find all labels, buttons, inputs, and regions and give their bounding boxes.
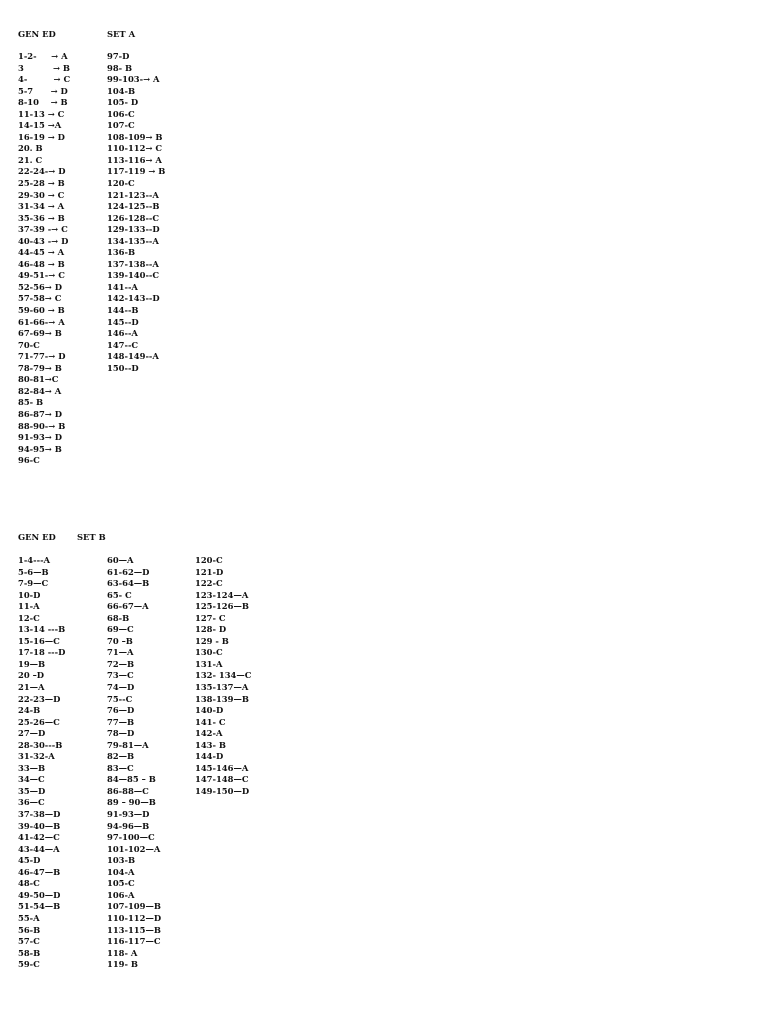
answer-entry: 46-47—B [18, 866, 61, 877]
answer-entry: 46-48 → B [18, 258, 65, 269]
answer-entry: 126-128--C [107, 212, 160, 223]
answer-entry: 113-116→ A [107, 154, 162, 165]
answer-entry: 70-C [18, 339, 40, 350]
answer-entry: 97-D [107, 51, 130, 61]
answer-entry: 66-67—A [107, 601, 149, 612]
answer-entry: 105-C [107, 878, 135, 889]
answer-entry: 129 - B [195, 635, 229, 646]
answer-entry: 98- B [107, 62, 133, 73]
answer-entry: 122-C [195, 578, 223, 589]
answer-entry: 21. C [18, 154, 43, 165]
answer-entry: 105- D [107, 97, 139, 108]
answer-entry: 37-39 -→ C [18, 224, 68, 235]
answer-entry: 35-36 → B [18, 212, 65, 223]
answer-entry: 43-44—A [18, 843, 60, 854]
answer-entry: 11-13 → C [18, 108, 65, 119]
answer-entry: 4- → C [18, 74, 71, 85]
answer-entry: 20. B [18, 143, 43, 154]
answer-entry: 59-C [18, 959, 40, 970]
answer-entry: 56-B [18, 924, 41, 935]
answer-entry: 7-9—C [18, 578, 49, 589]
answer-entry: 99-103-→ A [107, 74, 160, 85]
answer-entry: 121-D [195, 566, 224, 577]
gen-ed-header-set-a: GEN ED [18, 29, 56, 39]
answer-entry: 61-62—D [107, 566, 150, 577]
answer-entry: 143- B [195, 739, 226, 750]
answer-entry: 1-4---A [18, 555, 51, 565]
answer-entry: 124-125--B [107, 201, 160, 212]
answer-entry: 108-109→ B [107, 131, 163, 142]
answer-entry: 49-51-→ C [18, 270, 65, 281]
answer-entry: 125-126—B [195, 601, 249, 612]
answer-entry: 65- C [107, 589, 132, 600]
answer-entry: 10-D [18, 589, 41, 600]
answer-entry: 78—D [107, 728, 135, 739]
answer-entry: 19—B [18, 658, 46, 669]
answer-entry: 76—D [107, 705, 135, 716]
answer-entry: 131-A [195, 658, 223, 669]
answer-entry: 116-117—C [107, 936, 161, 947]
set-a-answer-list [107, 51, 165, 374]
answer-entry: 141--A [107, 281, 138, 292]
answer-entry: 120-C [195, 555, 223, 565]
answer-entry: 149-150—D [195, 785, 250, 796]
answer-entry: 67-69→ B [18, 328, 62, 339]
answer-entry: 82-84→ A [18, 385, 62, 396]
answer-entry: 33—B [18, 762, 46, 773]
answer-entry: 21—A [18, 682, 45, 693]
answer-entry: 22-23—D [18, 693, 61, 704]
answer-entry: 78-79→ B [18, 362, 62, 373]
answer-entry: 8-10 → B [18, 97, 68, 108]
answer-entry: 130-C [195, 647, 223, 658]
answer-entry: 39-40—B [18, 820, 61, 831]
answer-entry: 141- C [195, 716, 226, 727]
answer-entry: 29-30 → C [18, 189, 65, 200]
answer-entry: 89 – 90—B [107, 797, 156, 808]
answer-entry: 103-B [107, 855, 136, 866]
answer-entry: 60—A [107, 555, 134, 565]
answer-entry: 86-88—C [107, 785, 149, 796]
answer-entry: 69—C [107, 624, 134, 635]
answer-entry: 127- C [195, 612, 226, 623]
set-b-answer-column-1 [18, 555, 65, 971]
answer-entry: 12-C [18, 612, 40, 623]
answer-entry: 132- 134—C [195, 670, 252, 681]
answer-entry: 61-66-→ A [18, 316, 65, 327]
answer-entry: 59-60 → B [18, 305, 65, 316]
answer-entry: 40-43 -→ D [18, 235, 69, 246]
answer-entry: 134-135--A [107, 235, 159, 246]
answer-entry: 28-30---B [18, 739, 63, 750]
answer-entry: 86-87→ D [18, 408, 62, 419]
answer-entry: 147-148—C [195, 774, 249, 785]
answer-entry: 51-54—B [18, 901, 61, 912]
answer-entry: 22-24-→ D [18, 166, 66, 177]
answer-entry: 135-137—A [195, 682, 249, 693]
answer-entry: 41-42—C [18, 832, 60, 843]
answer-entry: 128- D [195, 624, 227, 635]
answer-entry: 13-14 ---B [18, 624, 66, 635]
answer-entry: 68-B [107, 612, 130, 623]
answer-entry: 14-15 →A [18, 120, 62, 131]
set-a-header: SET A [107, 29, 136, 39]
answer-entry: 77—B [107, 716, 135, 727]
answer-entry: 1-2- → A [18, 51, 68, 61]
set-a-gen-ed-answer-list [18, 51, 70, 467]
answer-entry: 91-93—D [107, 809, 150, 820]
answer-entry: 5-6—B [18, 566, 49, 577]
answer-entry: 148-149--A [107, 351, 159, 362]
answer-entry: 71—A [107, 647, 134, 658]
answer-entry: 137-138--A [107, 258, 159, 269]
answer-entry: 85- B [18, 397, 44, 408]
answer-entry: 25-28 → B [18, 178, 65, 189]
answer-entry: 117-119 → B [107, 166, 166, 177]
answer-entry: 58-B [18, 947, 41, 958]
answer-entry: 3 → B [18, 62, 70, 73]
answer-entry: 91-93→ D [18, 432, 62, 443]
gen-ed-header-set-b: GEN ED [18, 532, 56, 542]
answer-entry: 104-B [107, 85, 136, 96]
answer-entry: 123-124—A [195, 589, 249, 600]
answer-entry: 136-B [107, 247, 136, 258]
answer-entry: 15-16—C [18, 635, 60, 646]
answer-entry: 138-139—B [195, 693, 249, 704]
answer-entry: 34—C [18, 774, 45, 785]
answer-entry: 52-56→ D [18, 281, 62, 292]
answer-entry: 79-81—A [107, 739, 149, 750]
answer-entry: 84—85 – B [107, 774, 156, 785]
answer-entry: 129-133--D [107, 224, 160, 235]
answer-entry: 144-D [195, 751, 224, 762]
answer-entry: 106-C [107, 108, 135, 119]
answer-entry: 44-45 → A [18, 247, 65, 258]
answer-entry: 94-96—B [107, 820, 150, 831]
answer-entry: 35—D [18, 785, 46, 796]
answer-entry: 72—B [107, 658, 135, 669]
set-b-answer-column-2 [107, 555, 161, 971]
answer-entry: 55-A [18, 912, 40, 923]
answer-entry: 70 –B [107, 635, 133, 646]
answer-entry: 75--C [107, 693, 133, 704]
answer-entry: 36—C [18, 797, 45, 808]
answer-entry: 140-D [195, 705, 224, 716]
answer-entry: 106-A [107, 889, 135, 900]
answer-entry: 57-58→ C [18, 293, 62, 304]
answer-entry: 49-50—D [18, 889, 61, 900]
answer-entry: 107-109—B [107, 901, 161, 912]
answer-entry: 147--C [107, 339, 139, 350]
answer-entry: 97-100—C [107, 832, 155, 843]
answer-entry: 31-32-A [18, 751, 55, 762]
answer-entry: 20 –D [18, 670, 45, 681]
answer-entry: 139-140--C [107, 270, 160, 281]
answer-entry: 88-90-→ B [18, 420, 66, 431]
answer-entry: 145-146—A [195, 762, 249, 773]
answer-entry: 142-143--D [107, 293, 160, 304]
answer-entry: 25-26—C [18, 716, 60, 727]
answer-entry: 45-D [18, 855, 41, 866]
answer-entry: 107-C [107, 120, 135, 131]
answer-entry: 17-18 ---D [18, 647, 66, 658]
answer-entry: 119- B [107, 959, 138, 970]
answer-entry: 24-B [18, 705, 41, 716]
answer-entry: 16-19 → D [18, 131, 65, 142]
answer-entry: 101-102—A [107, 843, 161, 854]
answer-entry: 27—D [18, 728, 46, 739]
answer-entry: 83—C [107, 762, 134, 773]
answer-entry: 104-A [107, 866, 135, 877]
answer-entry: 118- A [107, 947, 138, 958]
answer-entry: 110-112→ C [107, 143, 163, 154]
answer-entry: 142-A [195, 728, 223, 739]
answer-entry: 121-123--A [107, 189, 159, 200]
answer-entry: 73—C [107, 670, 134, 681]
answer-entry: 63-64—B [107, 578, 150, 589]
answer-entry: 37-38—D [18, 809, 61, 820]
answer-entry: 82—B [107, 751, 135, 762]
answer-entry: 71-77-→ D [18, 351, 66, 362]
answer-entry: 113-115—B [107, 924, 161, 935]
answer-entry: 74—D [107, 682, 135, 693]
answer-entry: 96-C [18, 455, 40, 466]
answer-entry: 144--B [107, 305, 139, 316]
answer-entry: 146--A [107, 328, 138, 339]
answer-entry: 5-7 → D [18, 85, 68, 96]
answer-entry: 120-C [107, 178, 135, 189]
answer-entry: 110-112—D [107, 912, 162, 923]
answer-entry: 48-C [18, 878, 40, 889]
set-b-header: SET B [77, 532, 106, 542]
answer-entry: 11-A [18, 601, 40, 612]
answer-entry: 145--D [107, 316, 139, 327]
answer-entry: 80-81→C [18, 374, 59, 385]
answer-entry: 150--D [107, 362, 139, 373]
answer-entry: 31-34 → A [18, 201, 65, 212]
answer-entry: 57-C [18, 936, 40, 947]
answer-entry: 94-95→ B [18, 443, 62, 454]
set-b-answer-column-3 [195, 555, 251, 797]
